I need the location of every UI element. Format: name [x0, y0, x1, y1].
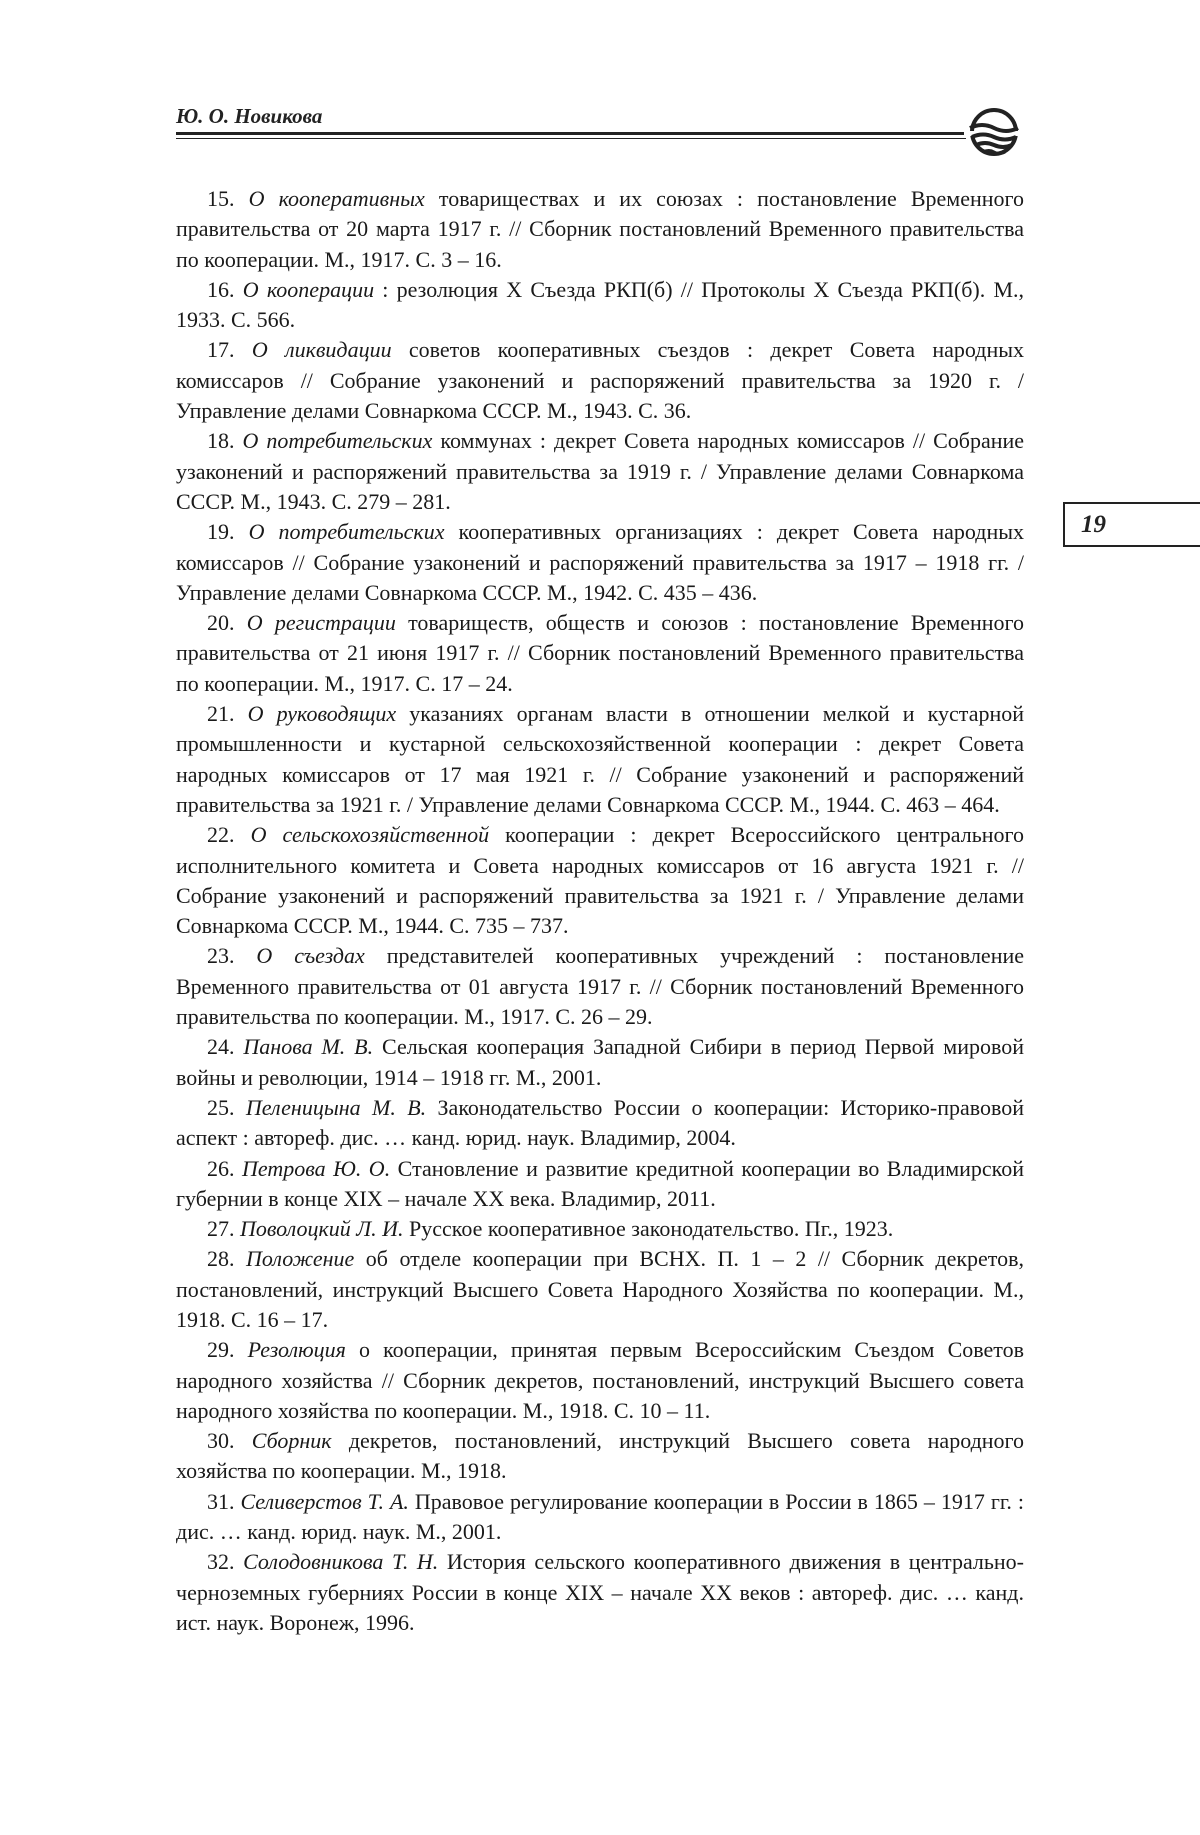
reference-lead: Солодовникова Т. Н. [243, 1549, 439, 1575]
reference-item: 23. О съездах представителей кооперативных учреждений : постановление Временного правительства от 01 августа 1917 г. // Сборник постановлений Временного правительства по кооперации. М., 1917. С. 26 – 29. [176, 943, 1025, 1030]
reference-lead: Сборник [251, 1428, 332, 1454]
reference-lead: Поволоцкий Л. И. [240, 1216, 404, 1242]
reference-lead: О сельскохозяйственной [250, 822, 490, 848]
reference-item: 32. Солодовникова Т. Н. История сельского кооперативного движения в центрально-черноземных губерниях России в конце XIX – начале XX веков : автореф. дис. … канд. ист. наук. Воронеж, 1996. [176, 1549, 1025, 1635]
reference-item: 22. О сельскохозяйственной кооперации : декрет Всероссийского центрального исполнительного комитета и Совета народных комиссаров от 16 августа 1921 г. // Собрание узаконений и распоряжений правительства за 1921 г. / Управление делами Совнаркома СССР. М., 1944. С. 735 – 737. [176, 822, 1025, 939]
reference-item: 29. Резолюция о кооперации, принятая первым Всероссийским Съездом Советов народного хозяйства // Сборник декретов, постановлений, инструкций Высшего совета народного хозяйства по кооперации. М., 1918. С. 10 – 11. [176, 1337, 1025, 1423]
reference-lead: Положение [246, 1246, 355, 1272]
reference-item: 18. О потребительских коммунах : декрет Совета народных комиссаров // Собрание узаконений и распоряжений правительства за 1919 г. / Управление делами Совнаркома СССР. М., 1943. С. 279 – 281. [176, 428, 1025, 514]
header-author: Ю. О. Новикова [176, 104, 323, 128]
reference-lead: Панова М. В. [243, 1034, 374, 1060]
reference-item: 16. О кооперации : резолюция X Съезда РКП(б) // Протоколы X Съезда РКП(б). М., 1933. С. 566. [176, 276, 1025, 333]
reference-lead: О регистрации [246, 610, 396, 636]
reference-item: 31. Селиверстов Т. А. Правовое регулирование кооперации в России в 1865 – 1917 гг. : дис. … канд. юрид. наук. М., 2001. [176, 1488, 1024, 1545]
reference-item: 20. О регистрации товариществ, обществ и союзов : постановление Временного правительства от 21 июня 1917 г. // Сборник постановлений Временного правительства по кооперации. М., 1917. С. 17 – 24. [176, 610, 1024, 696]
page-number-box [1063, 502, 1200, 547]
header-rule-thick [176, 132, 966, 135]
publisher-wave-logo-icon [964, 104, 1024, 164]
reference-lead: Резолюция [247, 1337, 346, 1363]
reference-lead: Пеленицына М. В. [245, 1094, 427, 1120]
reference-lead: Петрова Ю. О. [241, 1155, 391, 1181]
header-rule-thin [176, 138, 966, 139]
reference-item: 30. Сборник декретов, постановлений, инструкций Высшего совета народного хозяйства по кооперации. М., 1918. [176, 1428, 1025, 1484]
reference-lead: О потребительских [248, 519, 445, 545]
reference-item: 28. Положение об отделе кооперации при ВСНХ. П. 1 – 2 // Сборник декретов, постановлений, инструкций Высшего Совета Народного Хозяйства по кооперации. М., 1918. С. 16 – 17. [176, 1246, 1025, 1332]
reference-item: 19. О потребительских кооперативных организациях : декрет Совета народных комиссаров // Собрание узаконений и распоряжений правительства за 1917 – 1918 гг. / Управление делами Совнаркома СССР. М., 1942. С. 435 – 436. [176, 519, 1025, 605]
reference-item: 21. О руководящих указаниях органам власти в отношении мелкой и кустарной промышленности и кустарной сельскохозяйственной кооперации : декрет Совета народных комиссаров от 17 мая 1921 г. // Собрание узаконений и распоряжений правительства за 1921 г. / Управление делами Совнаркома СССР. М., 1944. С. 463 – 464. [176, 701, 1025, 817]
reference-item: 17. О ликвидации советов кооперативных съездов : декрет Совета народных комиссаров // Собрание узаконений и распоряжений правительства за 1920 г. / Управление делами Совнаркома СССР. М., 1943. С. 36. [176, 337, 1025, 424]
reference-lead: О ликвидации [251, 337, 392, 363]
reference-lead: О потребительских [242, 428, 433, 454]
reference-lead: О съездах [256, 943, 365, 969]
reference-item: 24. Панова М. В. Сельская кооперация Западной Сибири в период Первой мировой войны и революции, 1914 – 1918 гг. М., 2001. [176, 1034, 1025, 1090]
reference-lead: О кооперативных [248, 186, 425, 211]
reference-lead: О руководящих [247, 701, 397, 727]
reference-item: 26. Петрова Ю. О. Становление и развитие кредитной кооперации во Владимирской губернии в конце XIX – начале XX века. Владимир, 2011. [176, 1155, 1024, 1211]
reference-item: 25. Пеленицына М. В. Законодательство России о кооперации: Историко-правовой аспект : автореф. дис. … канд. юрид. наук. Владимир, 2004. [176, 1094, 1024, 1151]
reference-item: 15. О кооперативных товариществах и их союзах : постановление Временного правительства от 20 марта 1917 г. // Сборник постановлений Временного правительства по кооперации. М., 1917. С. 3 – 16. [176, 186, 1025, 272]
reference-lead: О кооперации [242, 276, 375, 302]
reference-item: 27. Поволоцкий Л. И. Русское кооперативное законодательство. Пг., 1923. [207, 1216, 894, 1242]
reference-lead: Селиверстов Т. А. [240, 1488, 409, 1514]
reference-list [176, 184, 1024, 1638]
page-number: 19 [1081, 511, 1106, 538]
